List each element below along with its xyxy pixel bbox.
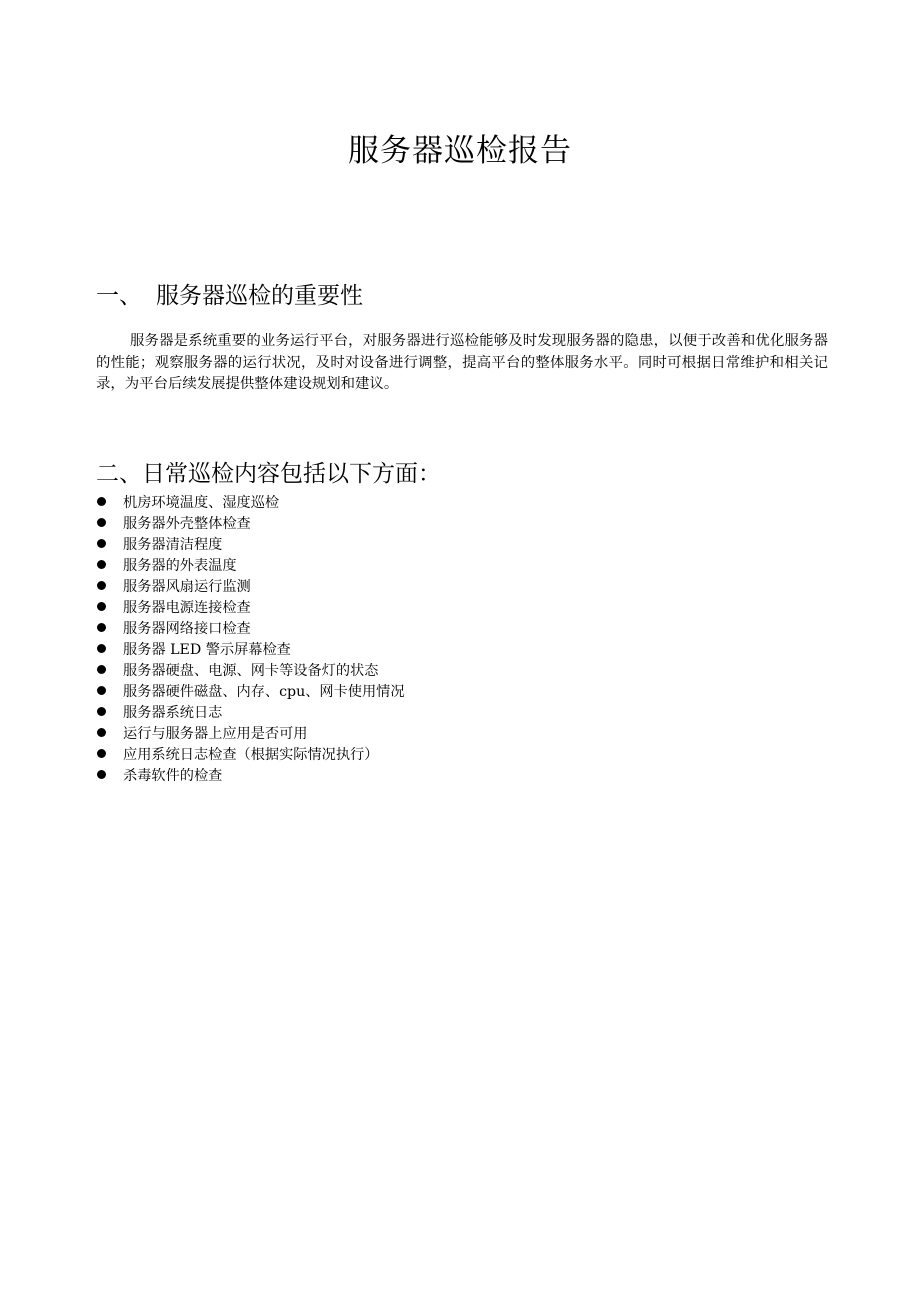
- list-item-text: 服务器硬件磁盘、内存、cpu、网卡使用情况: [123, 683, 405, 700]
- section-1-heading: [96, 279, 363, 313]
- bullet-icon: [97, 497, 106, 506]
- list-item: [96, 554, 405, 575]
- bullet-icon: [97, 665, 106, 674]
- list-item: [96, 512, 405, 533]
- bullet-icon: [97, 581, 106, 590]
- bullet-icon: [97, 560, 106, 569]
- list-item: [96, 701, 405, 722]
- list-item: [96, 596, 405, 617]
- bullet-icon: [97, 749, 106, 758]
- list-item-text: 服务器网络接口检查: [123, 620, 251, 637]
- section-1-title: 服务器巡检的重要性: [156, 283, 363, 309]
- list-item-text: 服务器 LED 警示屏幕检查: [123, 641, 291, 658]
- list-item-text: 服务器硬盘、电源、网卡等设备灯的状态: [123, 662, 379, 679]
- bullet-icon: [97, 728, 106, 737]
- list-item-text: 服务器清洁程度: [123, 536, 223, 553]
- list-item-text: 应用系统日志检查（根据实际情况执行）: [123, 746, 379, 763]
- inspection-list: [96, 491, 405, 785]
- list-item-text: 机房环境温度、湿度巡检: [123, 494, 280, 511]
- bullet-icon: [97, 518, 106, 527]
- list-item: [96, 533, 405, 554]
- bullet-icon: [97, 602, 106, 611]
- bullet-icon: [97, 770, 106, 779]
- list-item: [96, 575, 405, 596]
- list-item-text: 服务器系统日志: [123, 704, 223, 721]
- bullet-icon: [97, 623, 106, 632]
- section-2-heading: 二、日常巡检内容包括以下方面：: [96, 461, 441, 487]
- bullet-icon: [97, 539, 106, 548]
- list-item-text: 运行与服务器上应用是否可用: [123, 725, 308, 742]
- list-item-text: 服务器外壳整体检查: [123, 515, 251, 532]
- list-item-text: 杀毒软件的检查: [123, 767, 223, 784]
- list-item: [96, 617, 405, 638]
- list-item: [96, 638, 405, 659]
- bullet-icon: [97, 686, 106, 695]
- section-1-paragraph: 服务器是系统重要的业务运行平台，对服务器进行巡检能够及时发现服务器的隐患，以便于改善和优化服务器的性能；观察服务器的运行状况，及时对设备进行调整，提高平台的整体服务水平。同时可根据日常维护和相关记录，为平台后续发展提供整体建设规划和建议。: [96, 333, 828, 392]
- bullet-icon: [97, 707, 106, 716]
- list-item-text: 服务器的外表温度: [123, 557, 237, 574]
- section-1-number: 一、: [96, 283, 142, 309]
- bullet-icon: [97, 644, 106, 653]
- list-item-text: 服务器电源连接检查: [123, 599, 251, 616]
- list-item-text: 服务器风扇运行监测: [123, 578, 251, 595]
- list-item: [96, 680, 405, 701]
- document-title: 服务器巡检报告: [348, 133, 572, 169]
- list-item: [96, 491, 405, 512]
- list-item: [96, 764, 405, 785]
- list-item: [96, 722, 405, 743]
- list-item: [96, 659, 405, 680]
- list-item: [96, 743, 405, 764]
